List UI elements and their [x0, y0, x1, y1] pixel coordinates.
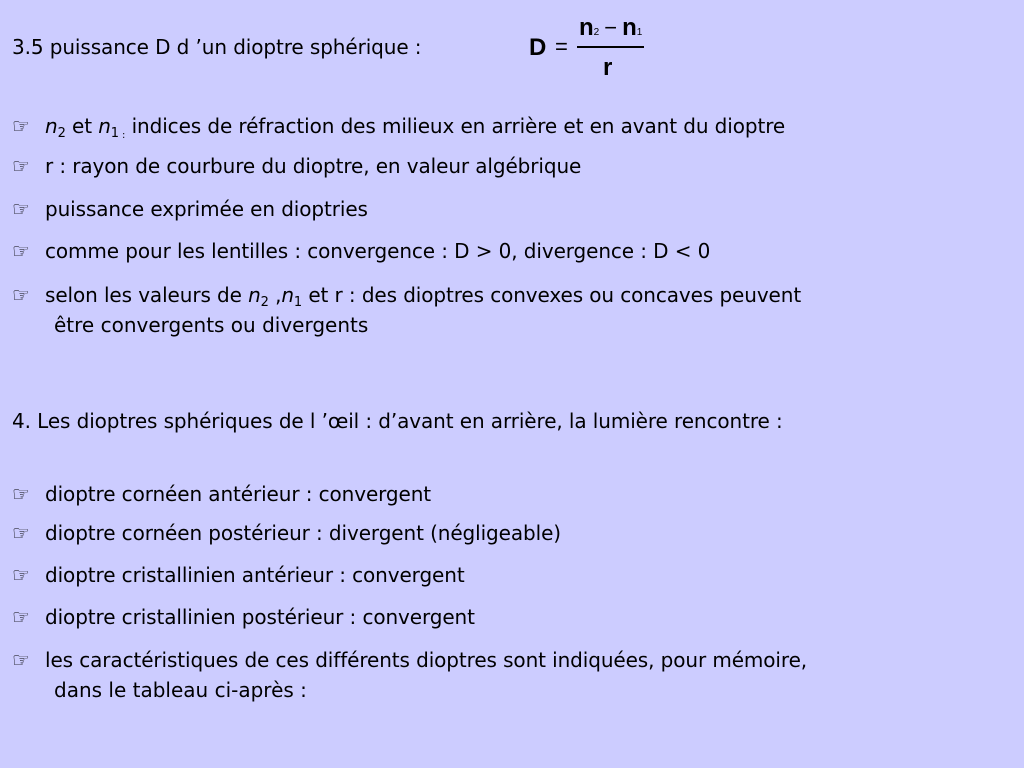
list-item [12, 647, 807, 673]
pointing-hand-icon: ☞ [12, 283, 30, 307]
pointing-hand-icon: ☞ [12, 482, 30, 506]
item-text: les caractéristiques de ces différents dioptres sont indiquées, pour mémoire, [45, 648, 808, 672]
list-item [12, 113, 785, 149]
n1-subscript: 1 [293, 295, 303, 310]
formula-n2: n [579, 14, 594, 41]
list-item [12, 481, 431, 507]
formula-n2-sub: 2 [593, 27, 600, 38]
formula-lhs: D [529, 34, 547, 61]
list-item [12, 282, 801, 308]
formula-n1: n [622, 14, 637, 41]
list-item [12, 604, 475, 630]
list-item [12, 562, 465, 588]
pointing-hand-icon: ☞ [12, 239, 30, 263]
formula-denominator: r [603, 54, 613, 81]
list-item [12, 196, 368, 222]
n2-subscript: 2 [260, 295, 269, 310]
pointing-hand-icon: ☞ [12, 114, 30, 138]
separator: , [268, 283, 282, 307]
pointing-hand-icon: ☞ [12, 521, 30, 545]
n2-symbol: n [248, 283, 261, 307]
heading-text: 4. Les dioptres sphériques de l ’œil : d’avant en arrière, la lumière rencontre : [12, 409, 783, 433]
n1-symbol: n [281, 283, 294, 307]
section-4-heading [12, 408, 783, 434]
pointing-hand-icon: ☞ [12, 154, 30, 178]
item-text: dioptre cristallinien antérieur : convergent [45, 563, 465, 587]
pointing-hand-icon: ☞ [12, 197, 30, 221]
list-item [12, 153, 581, 179]
item-text-pre: selon les valeurs de [45, 283, 249, 307]
formula-n1-sub: 1 [636, 27, 643, 38]
formula-numerator [579, 14, 642, 42]
item-text-post: et r : des dioptres convexes ou concaves peuvent [302, 283, 802, 307]
list-item-continuation: dans le tableau ci-après : [54, 678, 307, 702]
item-text: comme pour les lentilles : convergence : D > 0, divergence : D < 0 [45, 239, 711, 263]
item-text: r : rayon de courbure du dioptre, en valeur algébrique [45, 154, 582, 178]
list-item-continuation: être convergents ou divergents [54, 313, 369, 337]
list-item [12, 238, 710, 264]
n1-symbol: n [98, 114, 111, 138]
pointing-hand-icon: ☞ [12, 648, 30, 672]
pointing-hand-icon: ☞ [12, 563, 30, 587]
formula-minus: − [604, 15, 618, 40]
power-formula [529, 14, 649, 84]
section-3-5-heading [12, 34, 421, 60]
n2-symbol: n [45, 114, 58, 138]
item-text: dioptre cornéen postérieur : divergent (négligeable) [45, 521, 561, 545]
small-colon: : [118, 130, 126, 141]
item-text: indices de réfraction des milieux en arrière et en avant du dioptre [125, 114, 786, 138]
item-text: dioptre cristallinien postérieur : convergent [45, 605, 475, 629]
n1-subscript: 1 [110, 126, 119, 141]
formula-equals: = [555, 34, 568, 59]
fraction-bar [577, 46, 644, 48]
n2-subscript: 2 [57, 126, 66, 141]
et-text: et [65, 114, 99, 138]
item-text: puissance exprimée en dioptries [45, 197, 368, 221]
heading-text: 3.5 puissance D d ’un dioptre sphérique : [12, 35, 422, 59]
pointing-hand-icon: ☞ [12, 605, 30, 629]
list-item [12, 520, 561, 546]
item-text: dioptre cornéen antérieur : convergent [45, 482, 432, 506]
